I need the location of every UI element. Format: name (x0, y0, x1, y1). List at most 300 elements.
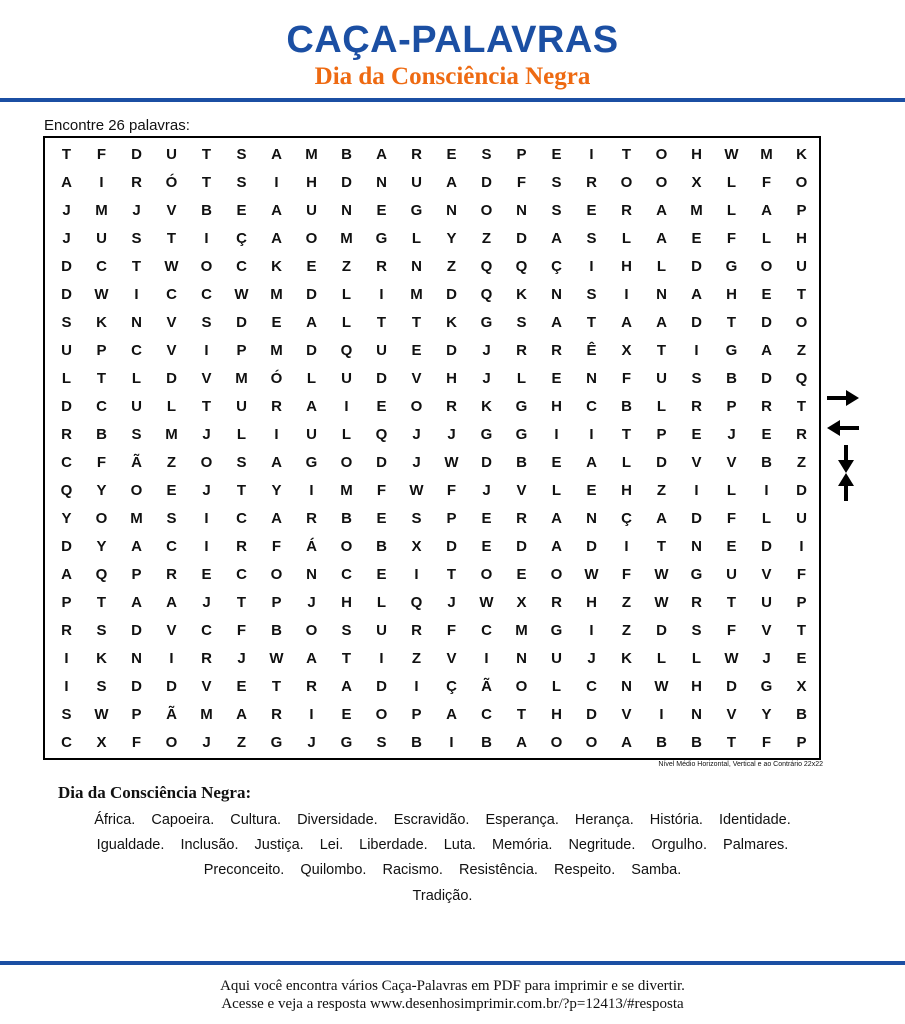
grid-cell[interactable]: I (309, 705, 314, 723)
grid-cell[interactable]: S (131, 425, 142, 443)
grid-cell[interactable]: N (656, 285, 667, 303)
grid-cell[interactable]: O (655, 173, 668, 191)
grid-cell[interactable]: C (61, 733, 72, 751)
grid-cell[interactable]: E (306, 257, 317, 275)
grid-cell[interactable]: D (481, 173, 492, 191)
grid-cell[interactable]: N (131, 649, 142, 667)
grid-cell[interactable]: I (799, 537, 804, 555)
grid-cell[interactable]: D (166, 369, 177, 387)
grid-cell[interactable]: R (271, 397, 282, 415)
grid-cell[interactable]: L (761, 229, 772, 247)
grid-cell[interactable]: T (236, 593, 247, 611)
grid-cell[interactable]: H (796, 229, 807, 247)
grid-cell[interactable]: S (376, 733, 387, 751)
grid-cell[interactable]: F (446, 481, 457, 499)
grid-cell[interactable]: S (341, 621, 352, 639)
grid-cell[interactable]: Q (375, 425, 388, 443)
grid-cell[interactable]: S (201, 313, 212, 331)
grid-cell[interactable]: Ó (165, 173, 178, 191)
grid-cell[interactable]: O (585, 733, 598, 751)
grid-cell[interactable]: K (96, 649, 107, 667)
grid-cell[interactable]: A (271, 229, 282, 247)
grid-cell[interactable]: X (796, 677, 807, 695)
grid-cell[interactable]: E (201, 565, 212, 583)
grid-cell[interactable]: L (306, 369, 317, 387)
grid-cell[interactable]: F (96, 453, 107, 471)
grid-cell[interactable]: Ê (586, 341, 597, 359)
grid-cell[interactable]: D (761, 537, 772, 555)
grid-cell[interactable]: F (376, 481, 387, 499)
grid-cell[interactable]: U (761, 593, 772, 611)
grid-cell[interactable]: E (481, 509, 492, 527)
grid-cell[interactable]: I (274, 425, 279, 443)
grid-cell[interactable]: R (306, 677, 317, 695)
grid-cell[interactable]: V (201, 677, 212, 695)
grid-cell[interactable]: D (131, 621, 142, 639)
grid-cell[interactable]: H (306, 173, 317, 191)
grid-cell[interactable]: D (691, 509, 702, 527)
grid-cell[interactable]: O (480, 565, 493, 583)
grid-cell[interactable]: D (656, 453, 667, 471)
grid-cell[interactable]: B (481, 733, 492, 751)
grid-cell[interactable]: J (482, 369, 491, 387)
grid-cell[interactable]: J (447, 425, 456, 443)
grid-cell[interactable]: E (341, 705, 352, 723)
grid-cell[interactable]: D (61, 257, 72, 275)
grid-cell[interactable]: E (376, 565, 387, 583)
grid-cell[interactable]: J (237, 649, 246, 667)
grid-cell[interactable]: I (134, 285, 139, 303)
grid-cell[interactable]: R (306, 509, 317, 527)
grid-cell[interactable]: U (306, 425, 317, 443)
grid-cell[interactable]: Q (60, 481, 73, 499)
grid-cell[interactable]: M (235, 369, 248, 387)
grid-cell[interactable]: I (624, 285, 629, 303)
grid-cell[interactable]: D (341, 173, 352, 191)
grid-cell[interactable]: O (200, 257, 213, 275)
grid-cell[interactable]: V (621, 705, 632, 723)
grid-cell[interactable]: D (306, 341, 317, 359)
grid-cell[interactable]: C (236, 257, 247, 275)
grid-cell[interactable]: W (654, 677, 669, 695)
grid-cell[interactable]: K (96, 313, 107, 331)
grid-cell[interactable]: T (166, 229, 177, 247)
grid-cell[interactable]: Z (796, 453, 807, 471)
grid-cell[interactable]: L (726, 173, 737, 191)
grid-cell[interactable]: B (201, 201, 212, 219)
grid-cell[interactable]: I (274, 173, 279, 191)
grid-cell[interactable]: M (95, 201, 108, 219)
grid-cell[interactable]: L (656, 397, 667, 415)
grid-cell[interactable]: L (341, 425, 352, 443)
grid-cell[interactable]: G (340, 733, 353, 751)
grid-cell[interactable]: F (761, 173, 772, 191)
grid-cell[interactable]: S (551, 173, 562, 191)
grid-cell[interactable]: I (449, 733, 454, 751)
grid-cell[interactable]: U (166, 145, 177, 163)
grid-cell[interactable]: Z (341, 257, 352, 275)
grid-cell[interactable]: J (412, 453, 421, 471)
grid-cell[interactable]: N (411, 257, 422, 275)
grid-cell[interactable]: T (726, 593, 737, 611)
grid-cell[interactable]: B (621, 397, 632, 415)
grid-cell[interactable]: O (550, 565, 563, 583)
grid-cell[interactable]: T (796, 285, 807, 303)
grid-cell[interactable]: F (271, 537, 282, 555)
grid-cell[interactable]: U (61, 341, 72, 359)
grid-cell[interactable]: L (61, 369, 72, 387)
grid-cell[interactable]: E (551, 369, 562, 387)
grid-cell[interactable]: X (96, 733, 107, 751)
grid-cell[interactable]: T (201, 173, 212, 191)
grid-cell[interactable]: I (484, 649, 489, 667)
grid-cell[interactable]: A (656, 201, 667, 219)
grid-cell[interactable]: S (166, 509, 177, 527)
grid-cell[interactable]: H (691, 677, 702, 695)
grid-cell[interactable]: D (516, 229, 527, 247)
grid-cell[interactable]: T (411, 313, 422, 331)
grid-cell[interactable]: M (270, 341, 283, 359)
grid-cell[interactable]: R (131, 173, 142, 191)
grid-cell[interactable]: C (481, 705, 492, 723)
grid-cell[interactable]: T (96, 369, 107, 387)
grid-cell[interactable]: O (130, 481, 143, 499)
grid-cell[interactable]: G (410, 201, 423, 219)
grid-cell[interactable]: A (761, 341, 772, 359)
grid-cell[interactable]: R (201, 649, 212, 667)
grid-cell[interactable]: E (516, 565, 527, 583)
grid-cell[interactable]: R (61, 425, 72, 443)
grid-cell[interactable]: P (96, 341, 107, 359)
grid-cell[interactable]: R (761, 397, 772, 415)
grid-cell[interactable]: A (446, 173, 457, 191)
grid-cell[interactable]: H (586, 593, 597, 611)
grid-cell[interactable]: O (515, 677, 528, 695)
grid-cell[interactable]: Á (306, 537, 317, 555)
grid-cell[interactable]: I (309, 481, 314, 499)
grid-cell[interactable]: W (724, 145, 739, 163)
grid-cell[interactable]: A (166, 593, 177, 611)
grid-cell[interactable]: S (96, 621, 107, 639)
grid-cell[interactable]: I (344, 397, 349, 415)
grid-cell[interactable]: T (201, 397, 212, 415)
grid-cell[interactable]: N (516, 649, 527, 667)
grid-cell[interactable]: O (165, 733, 178, 751)
grid-cell[interactable]: J (202, 425, 211, 443)
grid-cell[interactable]: I (694, 481, 699, 499)
grid-cell[interactable]: C (61, 453, 72, 471)
grid-cell[interactable]: R (691, 397, 702, 415)
grid-cell[interactable]: A (271, 509, 282, 527)
grid-cell[interactable]: B (691, 733, 702, 751)
grid-cell[interactable]: E (796, 649, 807, 667)
grid-cell[interactable]: A (306, 397, 317, 415)
grid-cell[interactable]: D (481, 453, 492, 471)
grid-cell[interactable]: R (621, 201, 632, 219)
grid-cell[interactable]: N (306, 565, 317, 583)
grid-cell[interactable]: J (587, 649, 596, 667)
grid-cell[interactable]: Z (621, 593, 632, 611)
grid-cell[interactable]: F (726, 509, 737, 527)
grid-cell[interactable]: R (586, 173, 597, 191)
grid-cell[interactable]: R (271, 705, 282, 723)
grid-cell[interactable]: D (656, 621, 667, 639)
grid-cell[interactable]: P (131, 705, 142, 723)
grid-cell[interactable]: O (305, 621, 318, 639)
grid-cell[interactable]: R (516, 509, 527, 527)
grid-cell[interactable]: B (376, 537, 387, 555)
grid-cell[interactable]: C (236, 509, 247, 527)
grid-cell[interactable]: M (305, 145, 318, 163)
grid-cell[interactable]: U (96, 229, 107, 247)
grid-cell[interactable]: A (551, 229, 562, 247)
grid-cell[interactable]: Q (410, 593, 423, 611)
grid-cell[interactable]: A (761, 201, 772, 219)
grid-cell[interactable]: K (271, 257, 282, 275)
grid-cell[interactable]: T (341, 649, 352, 667)
grid-cell[interactable]: W (654, 593, 669, 611)
grid-cell[interactable]: W (584, 565, 599, 583)
grid-cell[interactable]: I (379, 285, 384, 303)
grid-cell[interactable]: J (412, 425, 421, 443)
grid-cell[interactable]: D (446, 285, 457, 303)
grid-cell[interactable]: I (414, 565, 419, 583)
grid-cell[interactable]: R (796, 425, 807, 443)
grid-cell[interactable]: Y (761, 705, 772, 723)
grid-cell[interactable]: I (99, 173, 104, 191)
grid-cell[interactable]: A (551, 313, 562, 331)
grid-cell[interactable]: R (166, 565, 177, 583)
grid-cell[interactable]: J (482, 341, 491, 359)
grid-cell[interactable]: D (376, 369, 387, 387)
grid-cell[interactable]: T (656, 341, 667, 359)
grid-cell[interactable]: W (479, 593, 494, 611)
grid-cell[interactable]: A (61, 173, 72, 191)
grid-cell[interactable]: P (656, 425, 667, 443)
grid-cell[interactable]: U (726, 565, 737, 583)
grid-cell[interactable]: E (691, 229, 702, 247)
grid-cell[interactable]: Q (515, 257, 528, 275)
grid-cell[interactable]: J (62, 201, 71, 219)
grid-cell[interactable]: F (726, 621, 737, 639)
grid-cell[interactable]: L (691, 649, 702, 667)
grid-cell[interactable]: X (516, 593, 527, 611)
grid-cell[interactable]: M (410, 285, 423, 303)
grid-cell[interactable]: Y (96, 537, 107, 555)
grid-cell[interactable]: M (165, 425, 178, 443)
grid-cell[interactable]: S (131, 229, 142, 247)
grid-cell[interactable]: H (551, 705, 562, 723)
grid-cell[interactable]: L (551, 677, 562, 695)
grid-cell[interactable]: S (236, 145, 247, 163)
grid-cell[interactable]: G (725, 341, 738, 359)
grid-cell[interactable]: D (306, 285, 317, 303)
grid-cell[interactable]: M (760, 145, 773, 163)
grid-cell[interactable]: Y (96, 481, 107, 499)
grid-cell[interactable]: S (516, 313, 527, 331)
grid-cell[interactable]: P (271, 593, 282, 611)
grid-cell[interactable]: Z (236, 733, 247, 751)
grid-cell[interactable]: D (61, 397, 72, 415)
grid-cell[interactable]: P (516, 145, 527, 163)
grid-cell[interactable]: D (376, 453, 387, 471)
grid-cell[interactable]: C (96, 397, 107, 415)
grid-cell[interactable]: W (234, 285, 249, 303)
grid-cell[interactable]: C (166, 537, 177, 555)
grid-cell[interactable]: E (691, 425, 702, 443)
grid-cell[interactable]: O (340, 537, 353, 555)
grid-cell[interactable]: H (341, 593, 352, 611)
grid-cell[interactable]: F (236, 621, 247, 639)
grid-cell[interactable]: O (795, 173, 808, 191)
grid-cell[interactable]: P (61, 593, 72, 611)
grid-cell[interactable]: E (586, 201, 597, 219)
grid-cell[interactable]: T (586, 313, 597, 331)
grid-cell[interactable]: S (691, 369, 702, 387)
grid-cell[interactable]: X (691, 173, 702, 191)
grid-cell[interactable]: O (340, 453, 353, 471)
grid-cell[interactable]: O (795, 313, 808, 331)
grid-cell[interactable]: R (411, 145, 422, 163)
grid-cell[interactable]: I (169, 649, 174, 667)
grid-cell[interactable]: Q (795, 369, 808, 387)
grid-cell[interactable]: J (132, 201, 141, 219)
grid-cell[interactable]: V (726, 705, 737, 723)
grid-cell[interactable]: E (446, 145, 457, 163)
grid-cell[interactable]: D (761, 369, 772, 387)
grid-cell[interactable]: I (589, 621, 594, 639)
grid-cell[interactable]: C (586, 677, 597, 695)
grid-cell[interactable]: Q (480, 285, 493, 303)
grid-cell[interactable]: J (202, 481, 211, 499)
grid-cell[interactable]: D (691, 313, 702, 331)
grid-cell[interactable]: B (761, 453, 772, 471)
grid-cell[interactable]: Ã (131, 453, 142, 471)
grid-cell[interactable]: H (691, 145, 702, 163)
grid-cell[interactable]: Q (340, 341, 353, 359)
grid-cell[interactable]: N (551, 285, 562, 303)
grid-cell[interactable]: F (796, 565, 807, 583)
grid-cell[interactable]: J (202, 593, 211, 611)
grid-cell[interactable]: Ó (270, 369, 283, 387)
grid-cell[interactable]: D (61, 537, 72, 555)
grid-cell[interactable]: G (760, 677, 773, 695)
grid-cell[interactable]: B (656, 733, 667, 751)
grid-cell[interactable]: A (271, 145, 282, 163)
grid-cell[interactable]: N (131, 313, 142, 331)
grid-cell[interactable]: Z (621, 621, 632, 639)
grid-cell[interactable]: Y (446, 229, 457, 247)
grid-cell[interactable]: F (621, 369, 632, 387)
grid-cell[interactable]: V (761, 565, 772, 583)
grid-cell[interactable]: H (726, 285, 737, 303)
grid-cell[interactable]: D (236, 313, 247, 331)
grid-cell[interactable]: J (762, 649, 771, 667)
grid-cell[interactable]: D (166, 677, 177, 695)
grid-cell[interactable]: R (411, 621, 422, 639)
grid-cell[interactable]: P (796, 733, 807, 751)
grid-cell[interactable]: R (61, 621, 72, 639)
grid-cell[interactable]: F (131, 733, 142, 751)
grid-cell[interactable]: U (236, 397, 247, 415)
grid-cell[interactable]: E (236, 201, 247, 219)
grid-cell[interactable]: P (796, 201, 807, 219)
grid-cell[interactable]: I (764, 481, 769, 499)
grid-cell[interactable]: H (446, 369, 457, 387)
grid-cell[interactable]: P (236, 341, 247, 359)
grid-cell[interactable]: F (761, 733, 772, 751)
grid-cell[interactable]: M (130, 509, 143, 527)
grid-cell[interactable]: Ã (481, 677, 492, 695)
grid-cell[interactable]: H (621, 257, 632, 275)
grid-cell[interactable]: T (656, 537, 667, 555)
grid-cell[interactable]: L (621, 453, 632, 471)
grid-cell[interactable]: C (166, 285, 177, 303)
grid-cell[interactable]: J (727, 425, 736, 443)
grid-cell[interactable]: E (166, 481, 177, 499)
grid-cell[interactable]: B (341, 509, 352, 527)
grid-cell[interactable]: X (621, 341, 632, 359)
grid-cell[interactable]: I (379, 649, 384, 667)
grid-cell[interactable]: T (61, 145, 72, 163)
grid-cell[interactable]: M (690, 201, 703, 219)
grid-cell[interactable]: S (61, 705, 72, 723)
grid-cell[interactable]: W (409, 481, 424, 499)
grid-cell[interactable]: F (621, 565, 632, 583)
grid-cell[interactable]: Z (166, 453, 177, 471)
grid-cell[interactable]: I (659, 705, 664, 723)
grid-cell[interactable]: U (376, 621, 387, 639)
grid-cell[interactable]: D (516, 537, 527, 555)
grid-cell[interactable]: L (236, 425, 247, 443)
grid-cell[interactable]: D (796, 481, 807, 499)
grid-cell[interactable]: A (446, 705, 457, 723)
grid-cell[interactable]: O (410, 397, 423, 415)
grid-cell[interactable]: C (201, 621, 212, 639)
grid-cell[interactable]: A (551, 509, 562, 527)
grid-cell[interactable]: V (691, 453, 702, 471)
grid-cell[interactable]: B (516, 453, 527, 471)
grid-cell[interactable]: W (94, 285, 109, 303)
grid-cell[interactable]: T (271, 677, 282, 695)
grid-cell[interactable]: B (271, 621, 282, 639)
grid-cell[interactable]: S (551, 201, 562, 219)
grid-cell[interactable]: S (96, 677, 107, 695)
grid-cell[interactable]: I (554, 425, 559, 443)
grid-cell[interactable]: V (516, 481, 527, 499)
grid-cell[interactable]: B (96, 425, 107, 443)
grid-cell[interactable]: A (656, 509, 667, 527)
grid-cell[interactable]: J (202, 733, 211, 751)
grid-cell[interactable]: G (725, 257, 738, 275)
grid-cell[interactable]: J (307, 593, 316, 611)
grid-cell[interactable]: V (201, 369, 212, 387)
grid-cell[interactable]: A (621, 733, 632, 751)
grid-cell[interactable]: P (131, 565, 142, 583)
grid-cell[interactable]: D (586, 705, 597, 723)
grid-cell[interactable]: L (131, 369, 142, 387)
grid-cell[interactable]: A (341, 677, 352, 695)
grid-cell[interactable]: Q (95, 565, 108, 583)
grid-cell[interactable]: K (481, 397, 492, 415)
grid-cell[interactable]: Q (480, 257, 493, 275)
grid-cell[interactable]: W (724, 649, 739, 667)
grid-cell[interactable]: T (796, 397, 807, 415)
grid-cell[interactable]: Ã (166, 705, 177, 723)
grid-cell[interactable]: N (446, 201, 457, 219)
grid-cell[interactable]: A (376, 145, 387, 163)
grid-cell[interactable]: G (550, 621, 563, 639)
